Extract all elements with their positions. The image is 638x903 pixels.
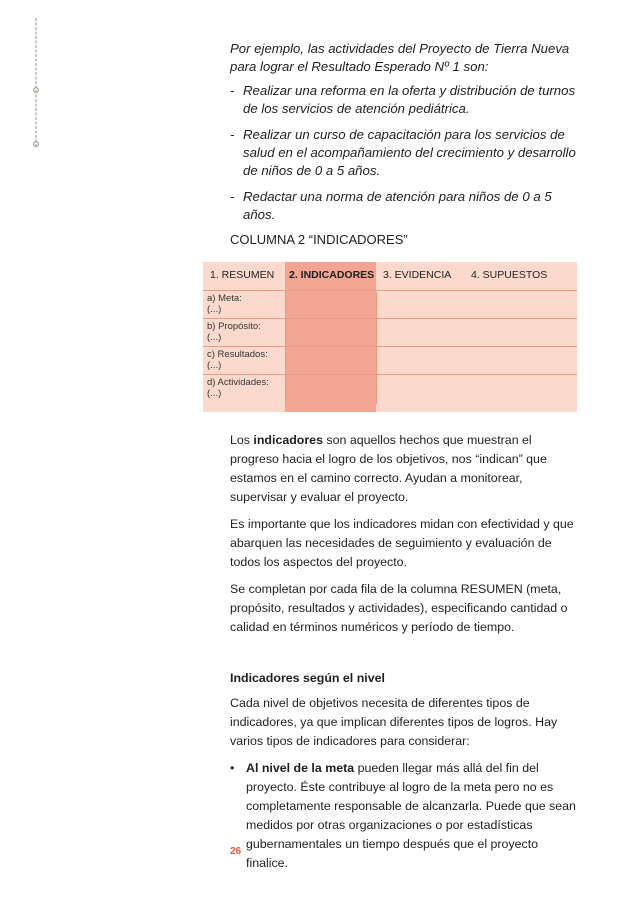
row-value: (...) — [207, 388, 222, 399]
logical-framework-matrix — [203, 262, 577, 412]
activity-item: - Realizar una reforma en la oferta y distribución de turnos de los servicios de atención pediátrica. — [230, 82, 580, 118]
text-run: Los — [230, 433, 254, 447]
body-text — [230, 431, 580, 873]
bullet-bold-run: Al nivel de la meta — [246, 761, 355, 775]
binding-string-decoration — [33, 18, 39, 148]
row-value: (...) — [207, 360, 222, 371]
text-bold-run: indicadores — [253, 433, 323, 447]
row-value: (...) — [207, 304, 222, 315]
matrix-header-indicadores: 2. INDICADORES — [289, 269, 375, 281]
activities-list — [230, 82, 580, 224]
paragraph-importance: Es importante que los indicadores midan con efectividad y que abarquen las necesidades de seguimiento y evaluación de todos los aspectos del proyecto. — [230, 517, 574, 569]
row-label: a) Meta: — [207, 293, 242, 304]
text-run: son aquellos hechos que muestran el progreso hacia el logro de los objetivos, nos “indican” que estamos en el camino correcto. Ayudan a monitorear, supervisar y evaluar el proyecto. — [230, 433, 547, 504]
paragraph-completion: Se completan por cada fila de la columna RESUMEN (meta, propósito, resultados y actividades), especificando cantidad o calidad en términos numéricos y período de tiempo. — [230, 582, 568, 634]
matrix-header-evidencia: 3. EVIDENCIA — [383, 269, 452, 281]
intro-lead: Por ejemplo, las actividades del Proyecto de Tierra Nueva para lograr el Resultado Esperado Nº 1 son: — [230, 41, 570, 74]
row-label: b) Propósito: — [207, 321, 261, 332]
column-heading: COLUMNA 2 “INDICADORES” — [230, 232, 408, 247]
page-number: 26 — [230, 846, 242, 857]
row-label: d) Actividades: — [207, 377, 269, 388]
bullet-text-run: pueden llegar más allá del fin del proyecto. Éste contribuye al logro de la meta pero no es completamente responsable de alcanzarla. Puede que sean medidos por otras organizaciones o por estadísticas gubernamentales un tiempo después que el proyecto finalice. — [246, 761, 576, 870]
row-value: (...) — [207, 332, 222, 343]
matrix-row-actividades — [203, 374, 577, 403]
matrix-row-proposito — [203, 318, 577, 347]
bullet-symbol: • — [230, 761, 235, 775]
intro-block — [230, 40, 580, 232]
activity-item: - Redactar una norma de atención para niños de 0 a 5 años. — [230, 188, 580, 224]
row-label: c) Resultados: — [207, 349, 268, 360]
paragraph-definition — [230, 431, 580, 507]
section-title: Indicadores según el nivel — [230, 671, 385, 685]
matrix-row-resultados — [203, 346, 577, 375]
matrix-row-meta — [203, 290, 577, 319]
matrix-header-supuestos: 4. SUPUESTOS — [471, 269, 548, 281]
activity-item: - Realizar un curso de capacitación para los servicios de salud en el acompañamiento del crecimiento y desarrollo de niños de 0 a 5 años. — [230, 126, 580, 180]
column-divider — [376, 292, 377, 404]
section-intro: Cada nivel de objetivos necesita de diferentes tipos de indicadores, ya que implican diferentes tipos de logros. Hay varios tipos de indicadores para considerar: — [230, 696, 558, 748]
matrix-header-resumen: 1. RESUMEN — [210, 269, 275, 281]
column-divider — [285, 292, 286, 404]
bullet-item-meta — [230, 759, 580, 873]
